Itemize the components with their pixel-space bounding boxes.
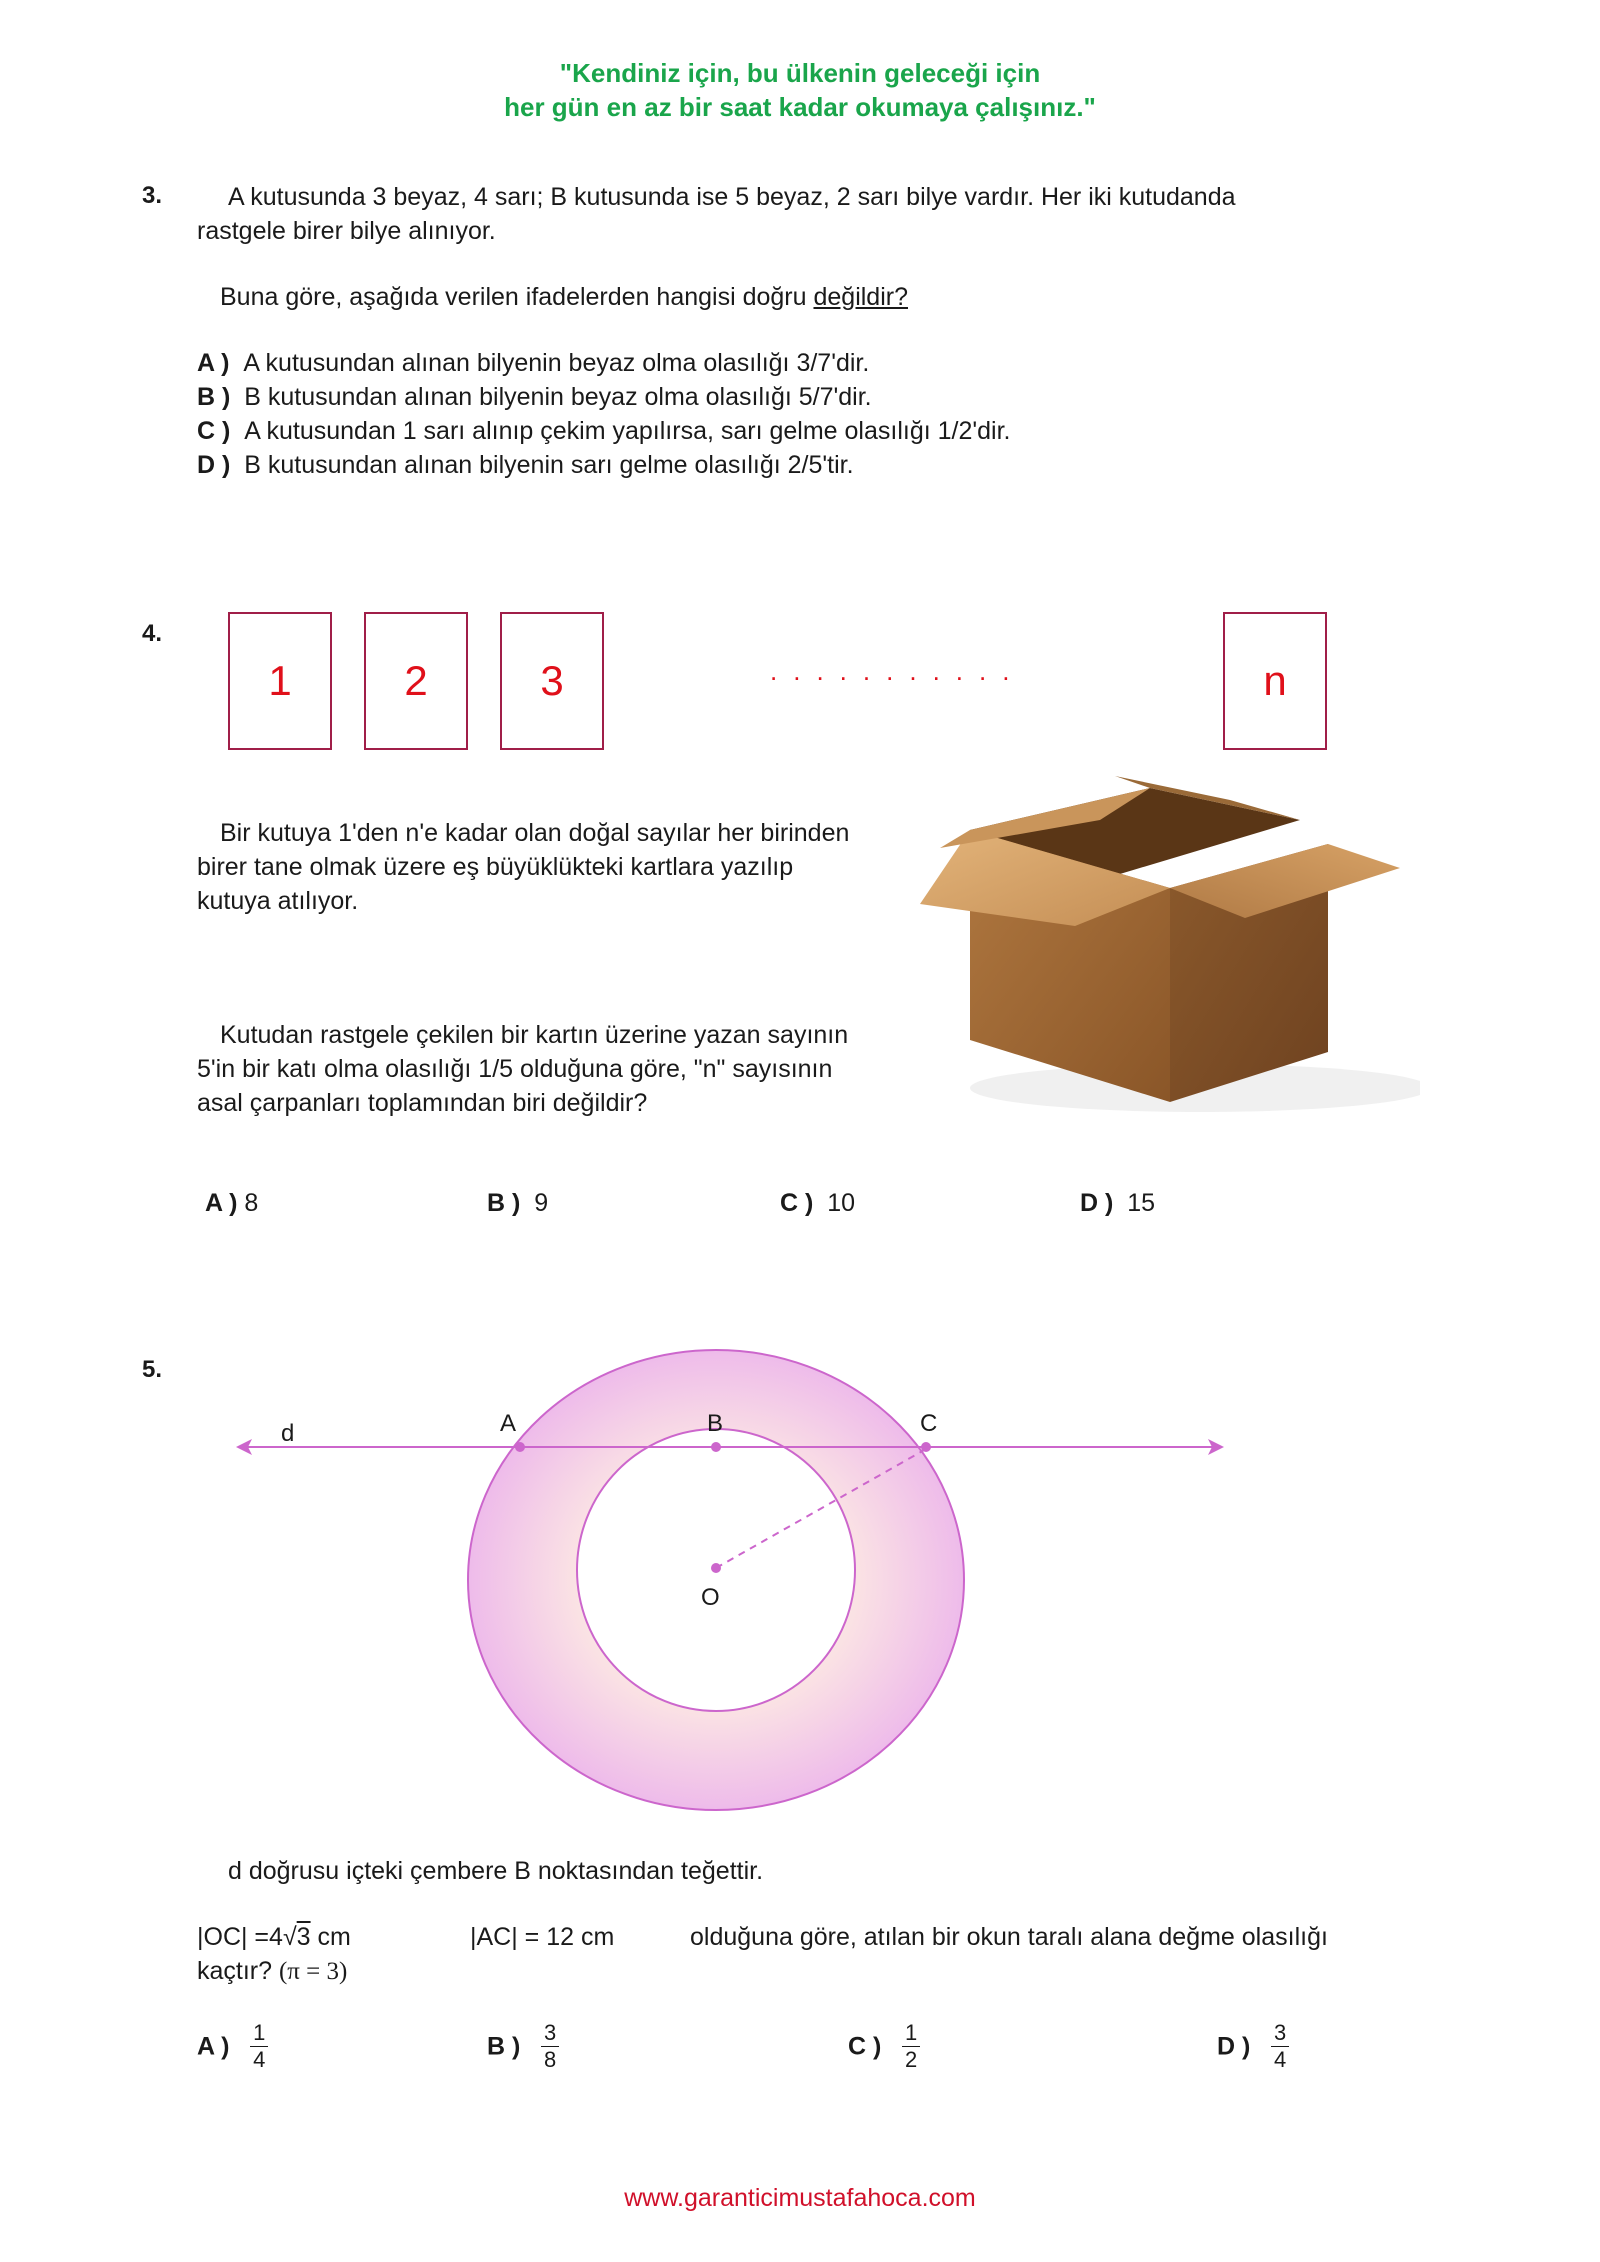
question-3-prompt-underlined: değildir? [813,283,908,311]
label-c: C [920,1410,938,1437]
question-4-para-2-line-3: asal çarpanları toplamından biri değildir? [197,1089,648,1117]
question-4-para-1-line-1: Bir kutuya 1'den n'e kadar olan doğal sayılar her birinden [220,819,850,847]
question-3-prompt [220,280,908,314]
option-letter: D ) [1080,1189,1114,1217]
question-5-kactir: kaçtır? [197,1957,273,1985]
denominator: 4 [1274,2047,1287,2072]
option-letter: C ) [197,417,231,445]
question-3-option-c[interactable] [197,414,1011,448]
point-o [711,1563,721,1573]
question-5-option-a[interactable] [197,2020,268,2073]
cardboard-box-image [900,770,1420,1120]
question-5-option-b[interactable] [487,2020,559,2073]
question-4-option-b[interactable] [487,1186,548,1220]
numerator: 1 [905,2020,918,2045]
numerator: 3 [1274,2020,1287,2045]
label-a: A [500,1410,517,1437]
question-4-option-d[interactable] [1080,1186,1155,1220]
question-3-prompt-text: Buna göre, aşağıda verilen ifadelerden hangisi doğru [220,283,814,311]
question-5-number: 5. [142,1356,163,1383]
question-3-option-a[interactable] [197,346,869,380]
number-card-2: 2 [364,612,468,750]
numerator: 3 [544,2020,557,2045]
question-5-option-c[interactable] [848,2020,920,2073]
point-a [515,1442,525,1452]
numerator: 1 [253,2020,266,2045]
question-4-para-2-line-1: Kutudan rastgele çekilen bir kartın üzerine yazan sayının [220,1021,849,1049]
option-letter: A ) [205,1189,238,1217]
question-4-para-2-line-2: 5'in bir katı olma olasılığı 1/5 olduğuna göre, "n" sayısının [197,1055,833,1083]
footer-website-link[interactable]: www.garanticimustafahoca.com [624,2184,976,2212]
label-o: O [701,1584,720,1611]
question-3-number: 3. [142,182,163,209]
card-ellipsis: ........... [770,656,1026,686]
question-5-ac-length: |AC| = 12 cm [470,1923,615,1951]
question-5-question-tail: olduğuna göre, atılan bir okun taralı alana değme olasılığı [690,1923,1328,1951]
denominator: 8 [544,2047,557,2072]
question-4-number: 4. [142,620,163,647]
sqrt-sign: √ [282,1923,297,1951]
option-text: A kutusundan 1 sarı alınıp çekim yapılırsa, sarı gelme olasılığı 1/2'dir. [244,417,1011,445]
question-3-option-d[interactable] [197,448,854,482]
point-c [921,1442,931,1452]
option-text: A kutusundan alınan bilyenin beyaz olma olasılığı 3/7'dir. [243,349,870,377]
option-text: 10 [827,1189,856,1217]
option-text: B kutusundan alınan bilyenin sarı gelme olasılığı 2/5'tir. [244,451,854,479]
option-letter: B ) [487,2032,521,2061]
denominator: 2 [905,2047,918,2072]
fraction [541,2020,559,2073]
option-letter: B ) [487,1189,521,1217]
option-text: 9 [534,1189,549,1217]
option-letter: B ) [197,383,231,411]
fraction [902,2020,920,2073]
question-5-line-2 [197,1954,347,1989]
question-4-para-1-line-2: birer tane olmak üzere eş büyüklükteki kartlara yazılıp [197,853,794,881]
number-card-1: 1 [228,612,332,750]
question-5-oc-length [197,1920,351,1954]
question-4-para-1-line-3: kutuya atılıyor. [197,887,359,915]
question-4-option-a[interactable] [205,1186,258,1220]
annulus-diagram [0,1330,1600,1830]
question-3-line-2: rastgele birer bilye alınıyor. [197,217,496,245]
option-text: 8 [244,1189,259,1217]
option-letter: D ) [1217,2032,1251,2061]
question-3-option-b[interactable] [197,380,872,414]
point-b [711,1442,721,1452]
question-4-option-c[interactable] [780,1186,855,1220]
fraction [250,2020,268,2073]
label-b: B [707,1410,724,1437]
option-text: 15 [1127,1189,1156,1217]
oc-unit: cm [310,1923,351,1951]
option-letter: A ) [197,349,230,377]
pi-note: (π = 3) [278,1958,348,1985]
oc-prefix: |OC| =4 [197,1923,283,1951]
motto-line-2: her gün en az bir saat kadar okumaya çalışınız." [504,92,1096,122]
option-letter: C ) [848,2032,882,2061]
option-letter: A ) [197,2032,230,2061]
question-3-line-1: A kutusunda 3 beyaz, 4 sarı; B kutusunda ise 5 beyaz, 2 sarı bilye vardır. Her iki kutudanda [228,183,1236,211]
number-card-3: 3 [500,612,604,750]
option-letter: D ) [197,451,231,479]
denominator: 4 [253,2047,266,2072]
question-5-option-d[interactable] [1217,2020,1289,2073]
option-text: B kutusundan alınan bilyenin beyaz olma olasılığı 5/7'dir. [244,383,872,411]
motto-line-1: "Kendiniz için, bu ülkenin geleceği için [559,58,1041,88]
number-card-n: n [1223,612,1327,750]
option-letter: C ) [780,1189,814,1217]
question-5-statement: d doğrusu içteki çembere B noktasından teğettir. [228,1857,764,1885]
oc-root: 3 [296,1923,311,1951]
label-d: d [281,1420,295,1447]
fraction [1271,2020,1289,2073]
